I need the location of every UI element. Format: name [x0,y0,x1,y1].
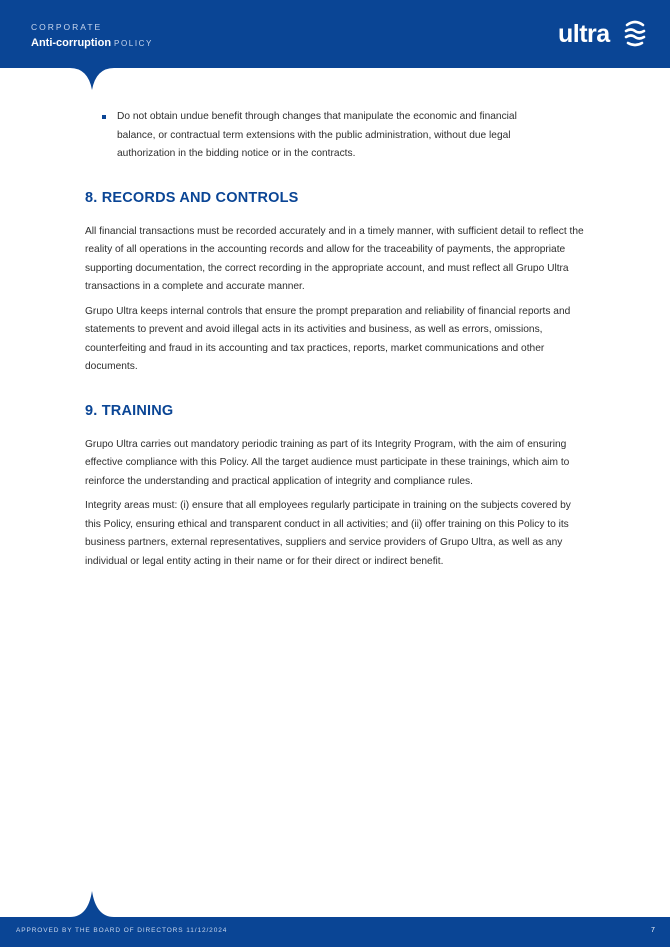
logo-wordmark: ultra [558,20,610,48]
footer-approval-text: APPROVED BY THE BOARD OF DIRECTORS 11/12/2024 [16,927,228,934]
training-paragraph-2: Integrity areas must: (i) ensure that all employees regularly participate in training on the subjects covered by this Policy, ensuring ethical and transparent conduct in all activities; and (ii) offer training on this Policy to its business partners, external representatives, suppliers and service providers of Grupo Ultra, as well as any individual or legal entity acting in their name or for their direct or indirect benefit. [85,500,571,567]
records-paragraph-1: All financial transactions must be recorded accurately and in a timely manner, with sufficient detail to reflect the reality of all operations in the accounting records and allow for the traceability of payments, the appropriate supporting documentation, the correct recording in the appropriate account, and must reflect all Grupo Ultra transactions in a complete and accurate manner. [85,225,584,292]
training-paragraph-1: Grupo Ultra carries out mandatory periodic training as part of its Integrity Program, with the aim of ensuring effective compliance with this Policy. All the target audience must participate in these trainings, which aim to reinforce the understanding and practical application of integrity and compliance rules. [85,438,570,487]
bullet-marker [102,115,106,119]
page-number: 7 [651,927,655,934]
header-notch-decoration [0,60,670,100]
footer-notch-decoration [0,885,670,918]
document-body [85,108,585,577]
header-category: CORPORATE [31,22,103,32]
ultra-logo [558,18,648,50]
header-document-title [31,37,153,49]
header-title-bold: Anti-corruption [31,37,112,49]
records-paragraph-2: Grupo Ultra keeps internal controls that ensure the prompt preparation and reliability of financial reports and statements to prevent and avoid illegal acts in its activities and business, as well as errors, omissions, counterfeiting and fraud in its accounting and tax practices, reports, market communications and other documents. [85,305,571,372]
bullet-text: Do not obtain undue benefit through changes that manipulate the economic and financial balance, or contractual term extensions with the public administration, without due legal authorization in the bidding notice or in the contracts. [117,111,517,159]
logo-wave-icon [624,19,646,47]
header-title-suffix: POLICY [114,39,153,48]
section-heading-training: 9. TRAINING [85,402,174,419]
section-heading-records-controls: 8. RECORDS AND CONTROLS [85,189,299,206]
bullet-item [85,108,585,164]
